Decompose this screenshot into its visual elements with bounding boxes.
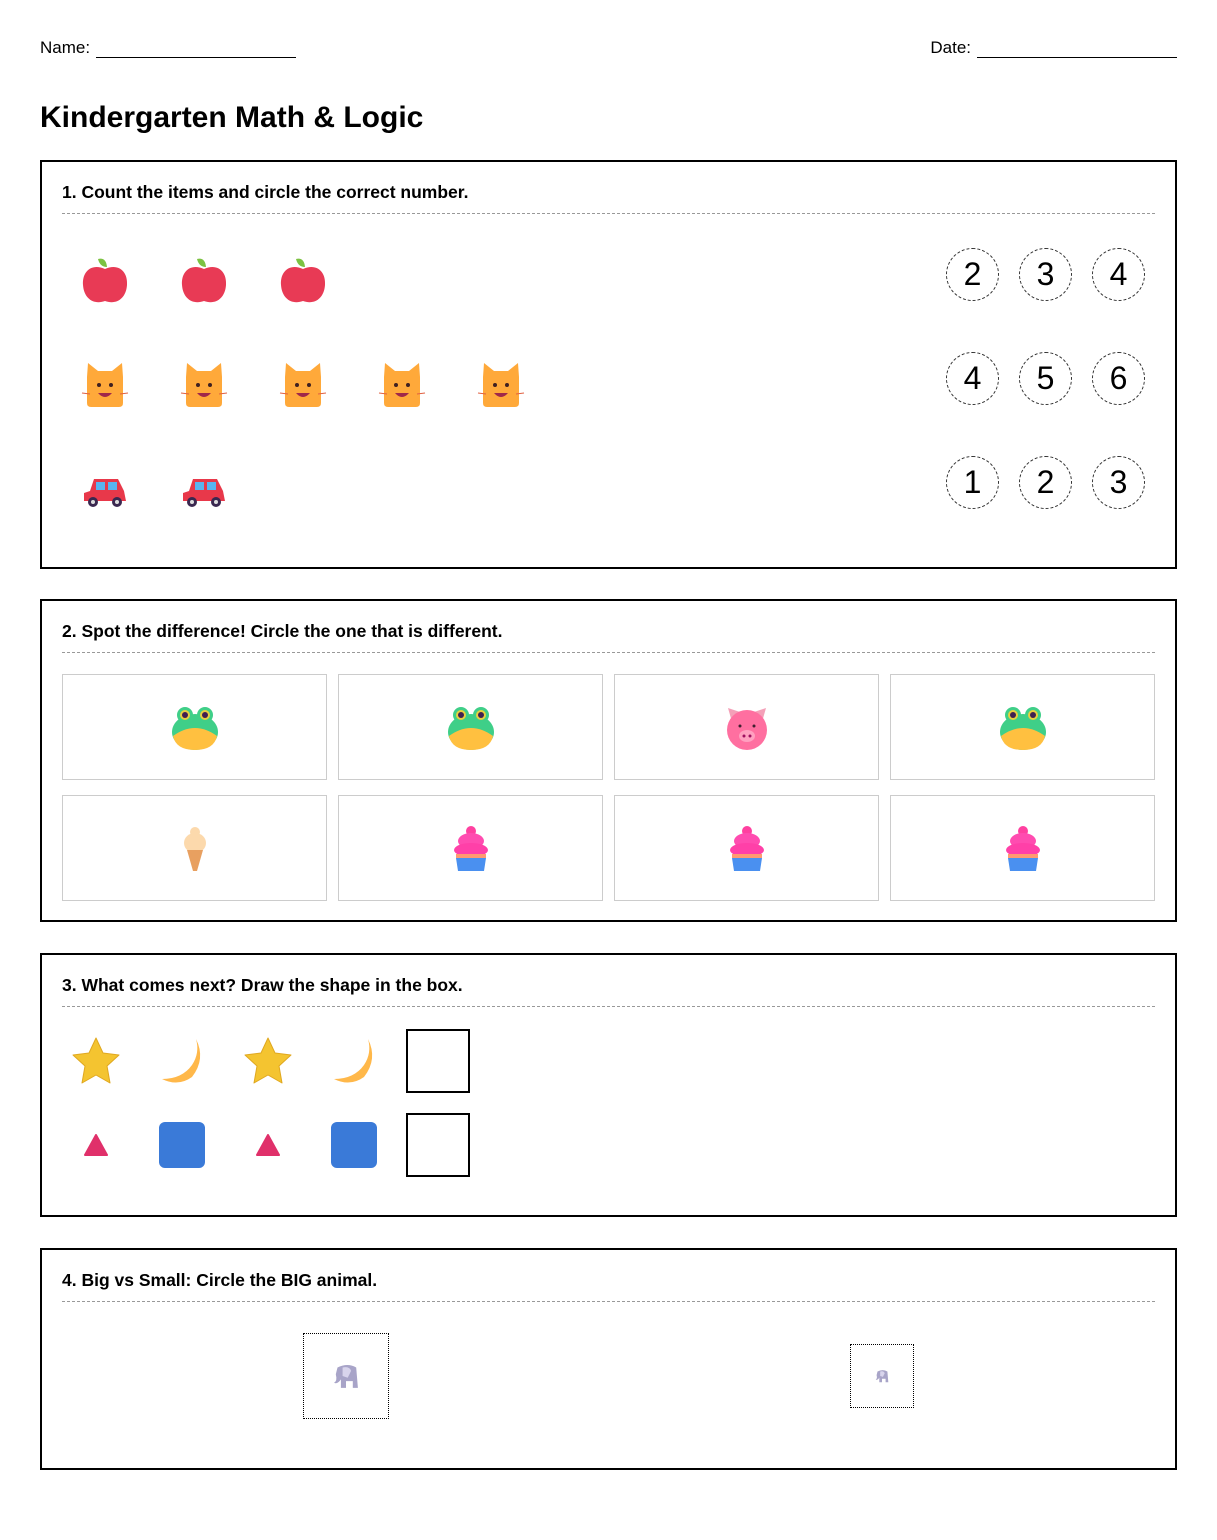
star-icon <box>242 1035 294 1087</box>
items <box>80 255 377 307</box>
cat-face-icon <box>476 359 526 411</box>
grid-cell[interactable] <box>890 674 1155 780</box>
frog-icon <box>446 702 496 752</box>
section-title: 4. Big vs Small: Circle the BIG animal. <box>62 1270 1155 1302</box>
number-choice[interactable]: 1 <box>946 456 999 509</box>
triangle-icon <box>70 1119 122 1171</box>
star-icon <box>70 1035 122 1087</box>
section-title: 3. What comes next? Draw the shape in the box. <box>62 975 1155 1007</box>
name-label: Name: <box>40 38 91 57</box>
cupcake-icon <box>998 823 1048 873</box>
apple-icon <box>278 255 328 307</box>
items <box>80 463 278 515</box>
number-choice[interactable]: 2 <box>1019 456 1072 509</box>
section-big-small <box>40 1248 1177 1470</box>
section-counting <box>40 160 1177 569</box>
number-choice[interactable]: 3 <box>1019 248 1072 301</box>
header <box>40 38 1177 60</box>
date-field <box>930 38 1177 58</box>
moon-icon <box>156 1035 208 1087</box>
answer-box[interactable] <box>406 1029 470 1093</box>
grid-cell[interactable] <box>614 795 879 901</box>
pattern-row-star-moon <box>62 1029 470 1093</box>
number-choices <box>946 456 1145 509</box>
moon-icon <box>328 1035 380 1087</box>
number-choices <box>946 352 1145 405</box>
section-patterns <box>40 953 1177 1217</box>
items <box>80 359 575 411</box>
grid-cell[interactable] <box>62 795 327 901</box>
small-animal-box[interactable] <box>850 1344 914 1408</box>
cat-face-icon <box>179 359 229 411</box>
difference-grid <box>62 674 1155 901</box>
grid-cell[interactable] <box>614 674 879 780</box>
grid-cell[interactable] <box>338 674 603 780</box>
name-line[interactable] <box>96 40 296 58</box>
car-icon <box>179 463 229 515</box>
section-title: 2. Spot the difference! Circle the one that is different. <box>62 621 1155 653</box>
count-row-cats <box>62 359 1155 423</box>
cupcake-icon <box>446 823 496 873</box>
answer-box[interactable] <box>406 1113 470 1177</box>
cat-face-icon <box>278 359 328 411</box>
frog-icon <box>170 702 220 752</box>
count-row-apples <box>62 255 1155 319</box>
elephant-icon <box>873 1367 891 1385</box>
name-field <box>40 38 296 58</box>
section-spot-difference <box>40 599 1177 922</box>
cat-face-icon <box>80 359 130 411</box>
section-title: 1. Count the items and circle the correct number. <box>62 182 1155 214</box>
pig-icon <box>722 702 772 752</box>
date-line[interactable] <box>977 40 1177 58</box>
pattern-row-triangle-square <box>62 1113 470 1177</box>
frog-icon <box>998 702 1048 752</box>
page-title: Kindergarten Math & Logic <box>40 101 424 134</box>
triangle-icon <box>242 1119 294 1171</box>
square-icon <box>156 1119 208 1171</box>
number-choice[interactable]: 5 <box>1019 352 1072 405</box>
number-choice[interactable]: 3 <box>1092 456 1145 509</box>
apple-icon <box>179 255 229 307</box>
elephant-icon <box>329 1359 363 1393</box>
number-choice[interactable]: 4 <box>1092 248 1145 301</box>
number-choice[interactable]: 2 <box>946 248 999 301</box>
ice-cream-icon <box>170 823 220 873</box>
count-row-cars <box>62 463 1155 527</box>
apple-icon <box>80 255 130 307</box>
cat-face-icon <box>377 359 427 411</box>
grid-cell[interactable] <box>62 674 327 780</box>
square-icon <box>328 1119 380 1171</box>
date-label: Date: <box>930 38 971 57</box>
cupcake-icon <box>722 823 772 873</box>
number-choices <box>946 248 1145 301</box>
number-choice[interactable]: 4 <box>946 352 999 405</box>
big-animal-box[interactable] <box>303 1333 389 1419</box>
number-choice[interactable]: 6 <box>1092 352 1145 405</box>
grid-cell[interactable] <box>890 795 1155 901</box>
car-icon <box>80 463 130 515</box>
grid-cell[interactable] <box>338 795 603 901</box>
